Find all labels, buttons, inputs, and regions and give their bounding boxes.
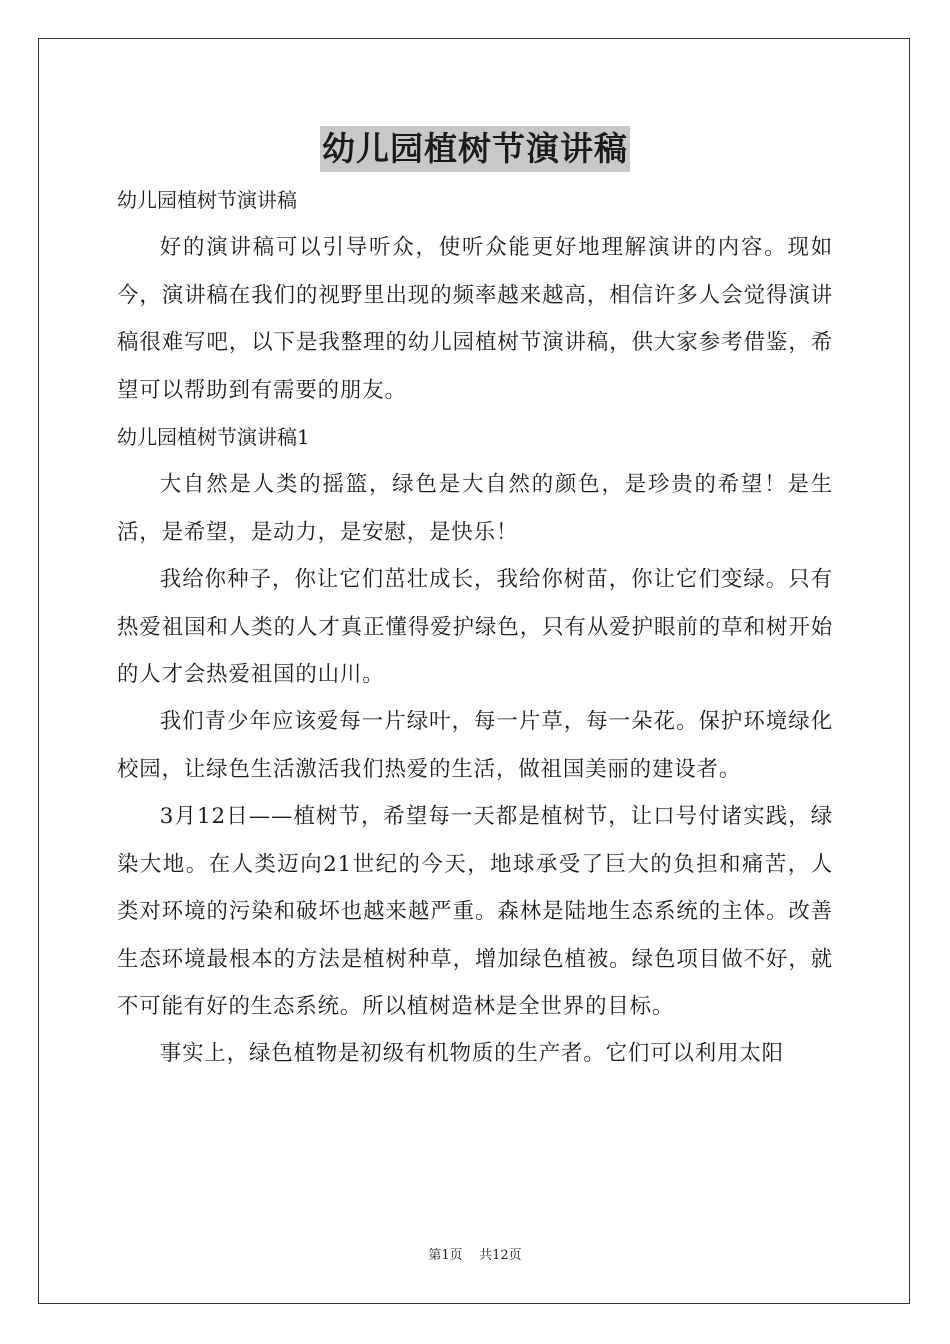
section-heading: 幼儿园植树节演讲稿1 — [117, 425, 310, 450]
body-paragraph-3: 我们青少年应该爱每一片绿叶，每一片草，每一朵花。保护环境绿化校园，让绿色生活激活我们热爱的生活，做祖国美丽的建设者。 — [117, 709, 833, 782]
body-paragraph-2: 我给你种子，你让它们茁壮成长，我给你树苗，你让它们变绿。只有热爱祖国和人类的人才真正懂得爱护绿色，只有从爱护眼前的草和树开始的人才会热爱祖国的山川。 — [117, 567, 833, 688]
title-area — [0, 126, 950, 172]
document-subtitle: 幼儿园植树节演讲稿 — [117, 188, 297, 212]
body-paragraph-5: 事实上，绿色植物是初级有机物质的生产者。它们可以利用太阳 — [159, 1041, 784, 1067]
intro-paragraph: 好的演讲稿可以引导听众，使听众能更好地理解演讲的内容。现如今，演讲稿在我们的视野里出现的频率越来越高，相信许多人会觉得演讲稿很难写吧，以下是我整理的幼儿园植树节演讲稿，供大家参考借鉴，希望可以帮助到有需要的朋友。 — [117, 235, 833, 403]
page-number: 第1页 — [428, 1248, 463, 1263]
document-title: 幼儿园植树节演讲稿 — [320, 126, 630, 172]
body-paragraph-4: 3月12日——植树节，希望每一天都是植树节，让口号付诸实践，绿染大地。在人类迈向21世纪的今天，地球承受了巨大的负担和痛苦，人类对环境的污染和破坏也越来越严重。森林是陆地生态系统的主体。改善生态环境最根本的方法是植树种草，增加绿色植被。绿色项目做不好，就不可能有好的生态系统。所以植树造林是全世界的目标。 — [117, 804, 833, 1019]
document-body — [117, 177, 833, 1078]
page-total: 共12页 — [479, 1248, 522, 1263]
page-footer — [0, 1247, 950, 1265]
body-paragraph-1: 大自然是人类的摇篮，绿色是大自然的颜色，是珍贵的希望！是生活，是希望，是动力，是安慰，是快乐！ — [117, 472, 833, 545]
